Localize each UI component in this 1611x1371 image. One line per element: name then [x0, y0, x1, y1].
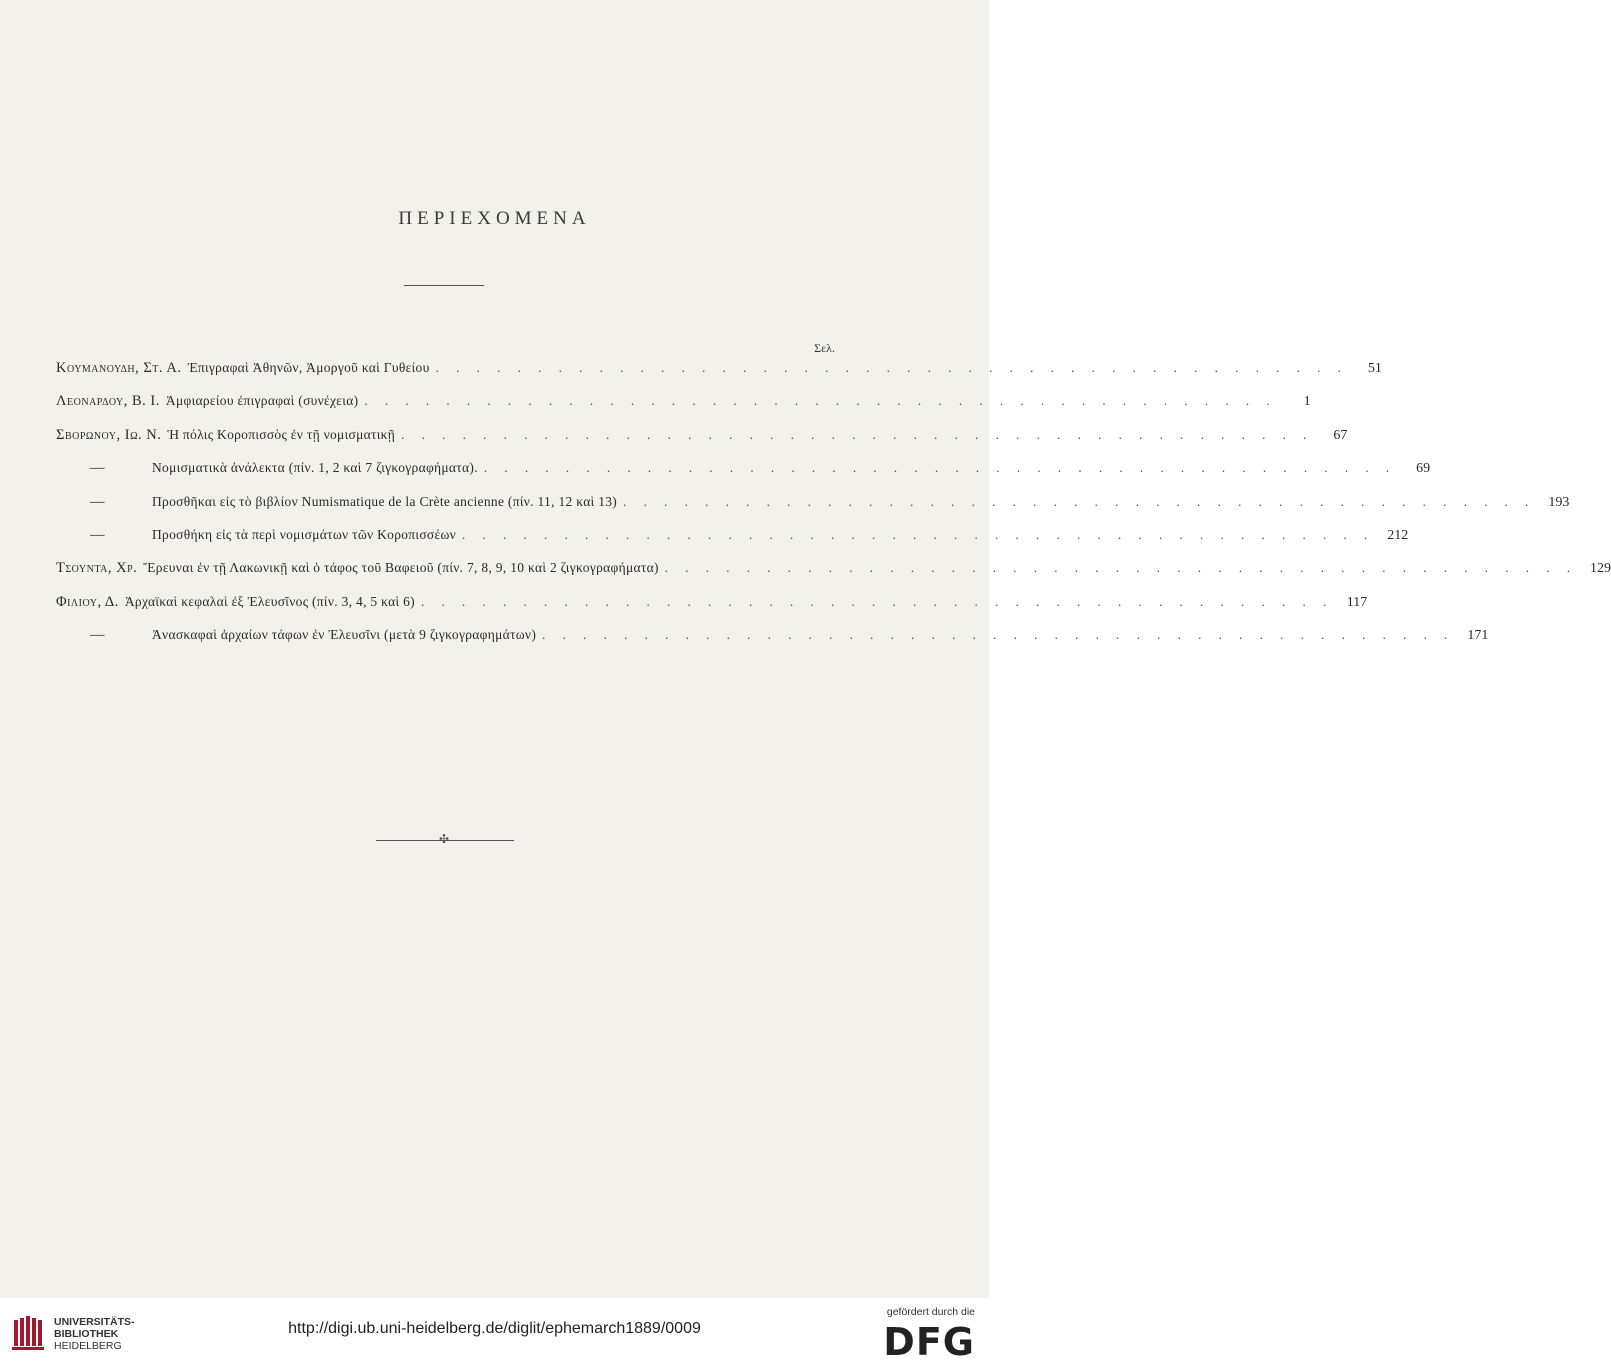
- toc-author-dash: —: [90, 460, 105, 477]
- toc-leader: . . . . . . . . . . . . . . . . . . . . . . . . . . . . . . . . . . . . . . . . . . . . .: [623, 493, 1536, 509]
- toc-author-dash: —: [90, 627, 105, 644]
- toc-work: Νομισματικὰ ἀνάλεκτα (πίν. 1, 2 καὶ 7 ζιγκογραφήματα).: [152, 460, 478, 476]
- ornament-icon: ✣: [439, 832, 450, 846]
- toc-author-dash: —: [90, 493, 105, 510]
- library-name: UNIVERSITÄTS- BIBLIOTHEK HEIDELBERG: [54, 1316, 135, 1352]
- toc-author: Λεοναρδου, Β. Ι.: [56, 393, 160, 410]
- title-divider: [404, 285, 484, 286]
- toc-page-number: 171: [1467, 628, 1489, 644]
- viewer-footer: [0, 1298, 989, 1371]
- toc-page-number: 69: [1416, 461, 1431, 477]
- toc-work: Ἡ πόλις Κοροπισσὸς ἐν τῇ νομισματικῇ: [167, 426, 396, 442]
- toc-entry: [56, 627, 1489, 660]
- toc-leader: . . . . . . . . . . . . . . . . . . . . . . . . . . . . . . . . . . . . . . . . . . . . .: [401, 426, 1314, 442]
- page-column-header: Σελ.: [814, 341, 835, 355]
- toc-leader: . . . . . . . . . . . . . . . . . . . . . . . . . . . . . . . . . . . . . . . . . . . . .: [664, 560, 1577, 576]
- toc-page-number: 51: [1367, 361, 1382, 376]
- page-title: ΠΕΡΙΕΧΟΜΕΝΑ: [398, 208, 591, 229]
- toc-page-number: 129: [1590, 561, 1611, 577]
- toc-page-number: 67: [1333, 427, 1348, 443]
- toc-author: Τσουντα, Χρ.: [56, 560, 138, 577]
- toc-page-number: 193: [1548, 494, 1570, 510]
- toc-leader: . . . . . . . . . . . . . . . . . . . . . . . . . . . . . . . . . . . . . . . . . . . . .: [420, 593, 1334, 609]
- toc-page-number: 1: [1303, 394, 1311, 410]
- toc-work: Προσθῆκαι εἰς τὸ βιβλίον Numismatique de la Crète ancienne (πίν. 11, 12 καὶ 13): [152, 493, 618, 509]
- toc-author-dash: —: [90, 526, 105, 543]
- toc-work: Ἀρχαϊκαὶ κεφαλαὶ ἐξ Ἐλευσῖνος (πίν. 3, 4, 5 καὶ 6): [124, 593, 415, 609]
- toc-leader: . . . . . . . . . . . . . . . . . . . . . . . . . . . . . . . . . . . . . . . . . . . . .: [435, 360, 1348, 375]
- toc-leader: . . . . . . . . . . . . . . . . . . . . . . . . . . . . . . . . . . . . . . . . . . . . .: [364, 393, 1277, 409]
- toc-work: Ἀνασκαφαὶ ἀρχαίων τάφων ἐν Ἐλευσῖνι (μετὰ 9 ζιγκογραφημάτων): [152, 627, 537, 643]
- toc-author: Σβορωνου, Ιω. Ν.: [56, 426, 162, 443]
- toc-entry: [56, 393, 1311, 426]
- toc-page-number: 212: [1387, 527, 1409, 543]
- toc-work: Ἀμφιαρείου ἐπιγραφαὶ (συνέχεια): [165, 393, 359, 409]
- toc-entry: [56, 526, 1409, 560]
- toc-entry: [56, 426, 1348, 460]
- toc-entry: [56, 560, 1611, 593]
- toc-entry: [56, 493, 1570, 527]
- table-of-contents: [56, 360, 1611, 661]
- toc-work: Ἔρευναι ἐν τῇ Λακωνικῇ καὶ ὁ τάφος τοῦ Βαφειοῦ (πίν. 7, 8, 9, 10 καὶ 2 ζιγκογραφήματα): [143, 560, 659, 576]
- toc-leader: . . . . . . . . . . . . . . . . . . . . . . . . . . . . . . . . . . . . . . . . . . . . .: [542, 627, 1455, 643]
- toc-work: Ἐπιγραφαὶ Ἀθηνῶν, Ἀμοργοῦ καὶ Γυθείου: [187, 360, 430, 375]
- funded-by-label: gefördert durch die: [886, 1306, 975, 1318]
- toc-entry: [56, 593, 1368, 627]
- toc-entry: [56, 360, 1382, 393]
- toc-page-number: 117: [1346, 594, 1368, 610]
- toc-entry: [56, 460, 1431, 493]
- source-url-link[interactable]: http://digi.ub.uni-heidelberg.de/diglit/ephemarch1889/0009: [288, 1320, 701, 1337]
- toc-author: Φιλιου, Δ.: [56, 593, 119, 610]
- toc-author: Κουμανουδη, Στ. Α.: [56, 360, 182, 376]
- dfg-logo: DFG: [883, 1320, 975, 1364]
- toc-work: Προσθήκη εἰς τὰ περὶ νομισμάτων τῶν Κοροπισσέων: [152, 526, 457, 542]
- toc-leader: . . . . . . . . . . . . . . . . . . . . . . . . . . . . . . . . . . . . . . . . . . . . .: [462, 526, 1375, 542]
- toc-leader: . . . . . . . . . . . . . . . . . . . . . . . . . . . . . . . . . . . . . . . . . . . . .: [483, 460, 1397, 476]
